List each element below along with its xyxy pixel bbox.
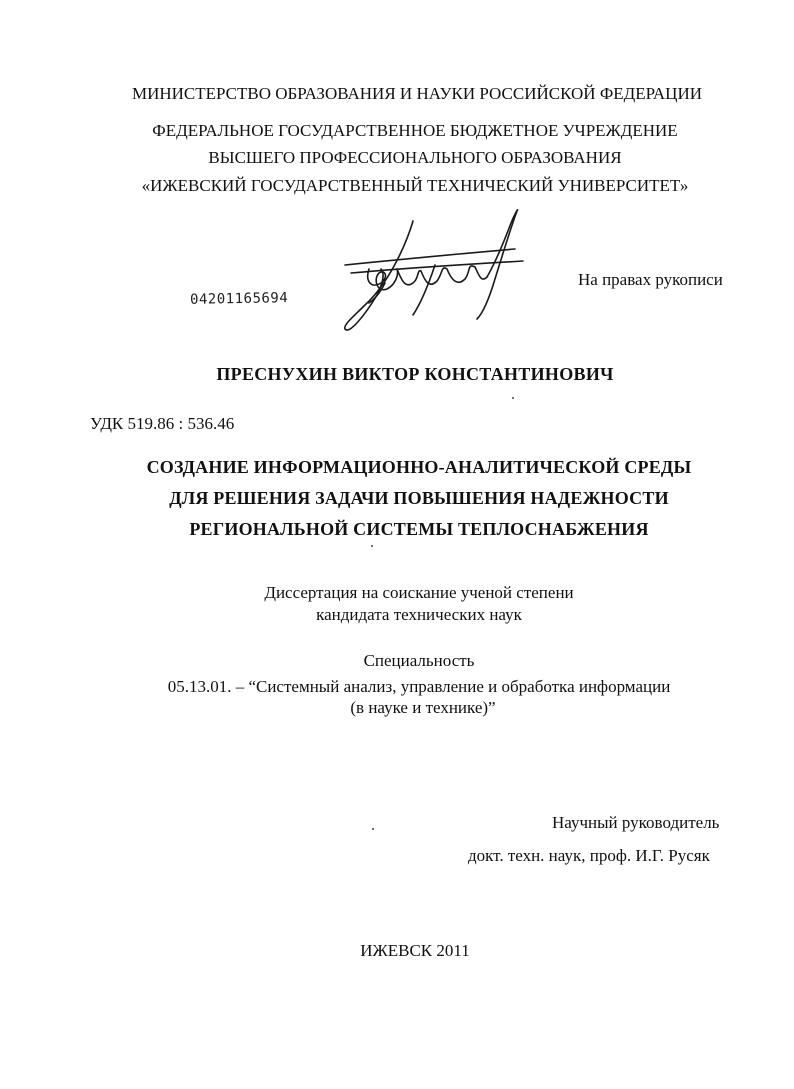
archive-number: 04201165694 — [189, 290, 289, 308]
scan-speck — [371, 545, 373, 547]
institution-line-2: ВЫСШЕГО ПРОФЕССИОНАЛЬНОГО ОБРАЗОВАНИЯ — [208, 148, 622, 167]
title-line-2: ДЛЯ РЕШЕНИЯ ЗАДАЧИ ПОВЫШЕНИЯ НАДЕЖНОСТИ — [169, 488, 669, 508]
ministry-name: МИНИСТЕРСТВО ОБРАЗОВАНИЯ И НАУКИ РОССИЙСКОЙ ФЕДЕРАЦИИ — [131, 84, 703, 103]
title-line-1: СОЗДАНИЕ ИНФОРМАЦИОННО-АНАЛИТИЧЕСКОЙ СРЕДЫ — [146, 457, 692, 477]
specialty-label: Специальность — [363, 651, 475, 670]
dissertation-line-1: Диссертация на соискание ученой степени — [264, 583, 574, 602]
specialty-line-2: (в науке и технике)” — [350, 698, 496, 717]
institution-line-1: ФЕДЕРАЛЬНОЕ ГОСУДАРСТВЕННОЕ БЮДЖЕТНОЕ УЧРЕЖДЕНИЕ — [152, 121, 678, 140]
city-year: ИЖЕВСК 2011 — [360, 941, 470, 960]
supervisor-label: Научный руководитель — [552, 813, 720, 832]
author-name: ПРЕСНУХИН ВИКТОР КОНСТАНТИНОВИЧ — [216, 364, 614, 384]
specialty-line-1: 05.13.01. – “Системный анализ, управление и обработка информации — [167, 677, 671, 696]
dissertation-line-2: кандидата технических наук — [316, 605, 522, 624]
udk-code: УДК 519.86 : 536.46 — [90, 414, 235, 433]
scan-speck — [512, 397, 514, 399]
manuscript-rights-label: На правах рукописи — [578, 270, 723, 289]
title-line-3: РЕГИОНАЛЬНОЙ СИСТЕМЫ ТЕПЛОСНАБЖЕНИЯ — [189, 519, 649, 539]
handwritten-signature — [325, 203, 540, 335]
scan-speck — [372, 828, 374, 830]
supervisor-name: докт. техн. наук, проф. И.Г. Русяк — [468, 846, 710, 865]
institution-line-3: «ИЖЕВСКИЙ ГОСУДАРСТВЕННЫЙ ТЕХНИЧЕСКИЙ УНИВЕРСИТЕТ» — [141, 176, 689, 195]
